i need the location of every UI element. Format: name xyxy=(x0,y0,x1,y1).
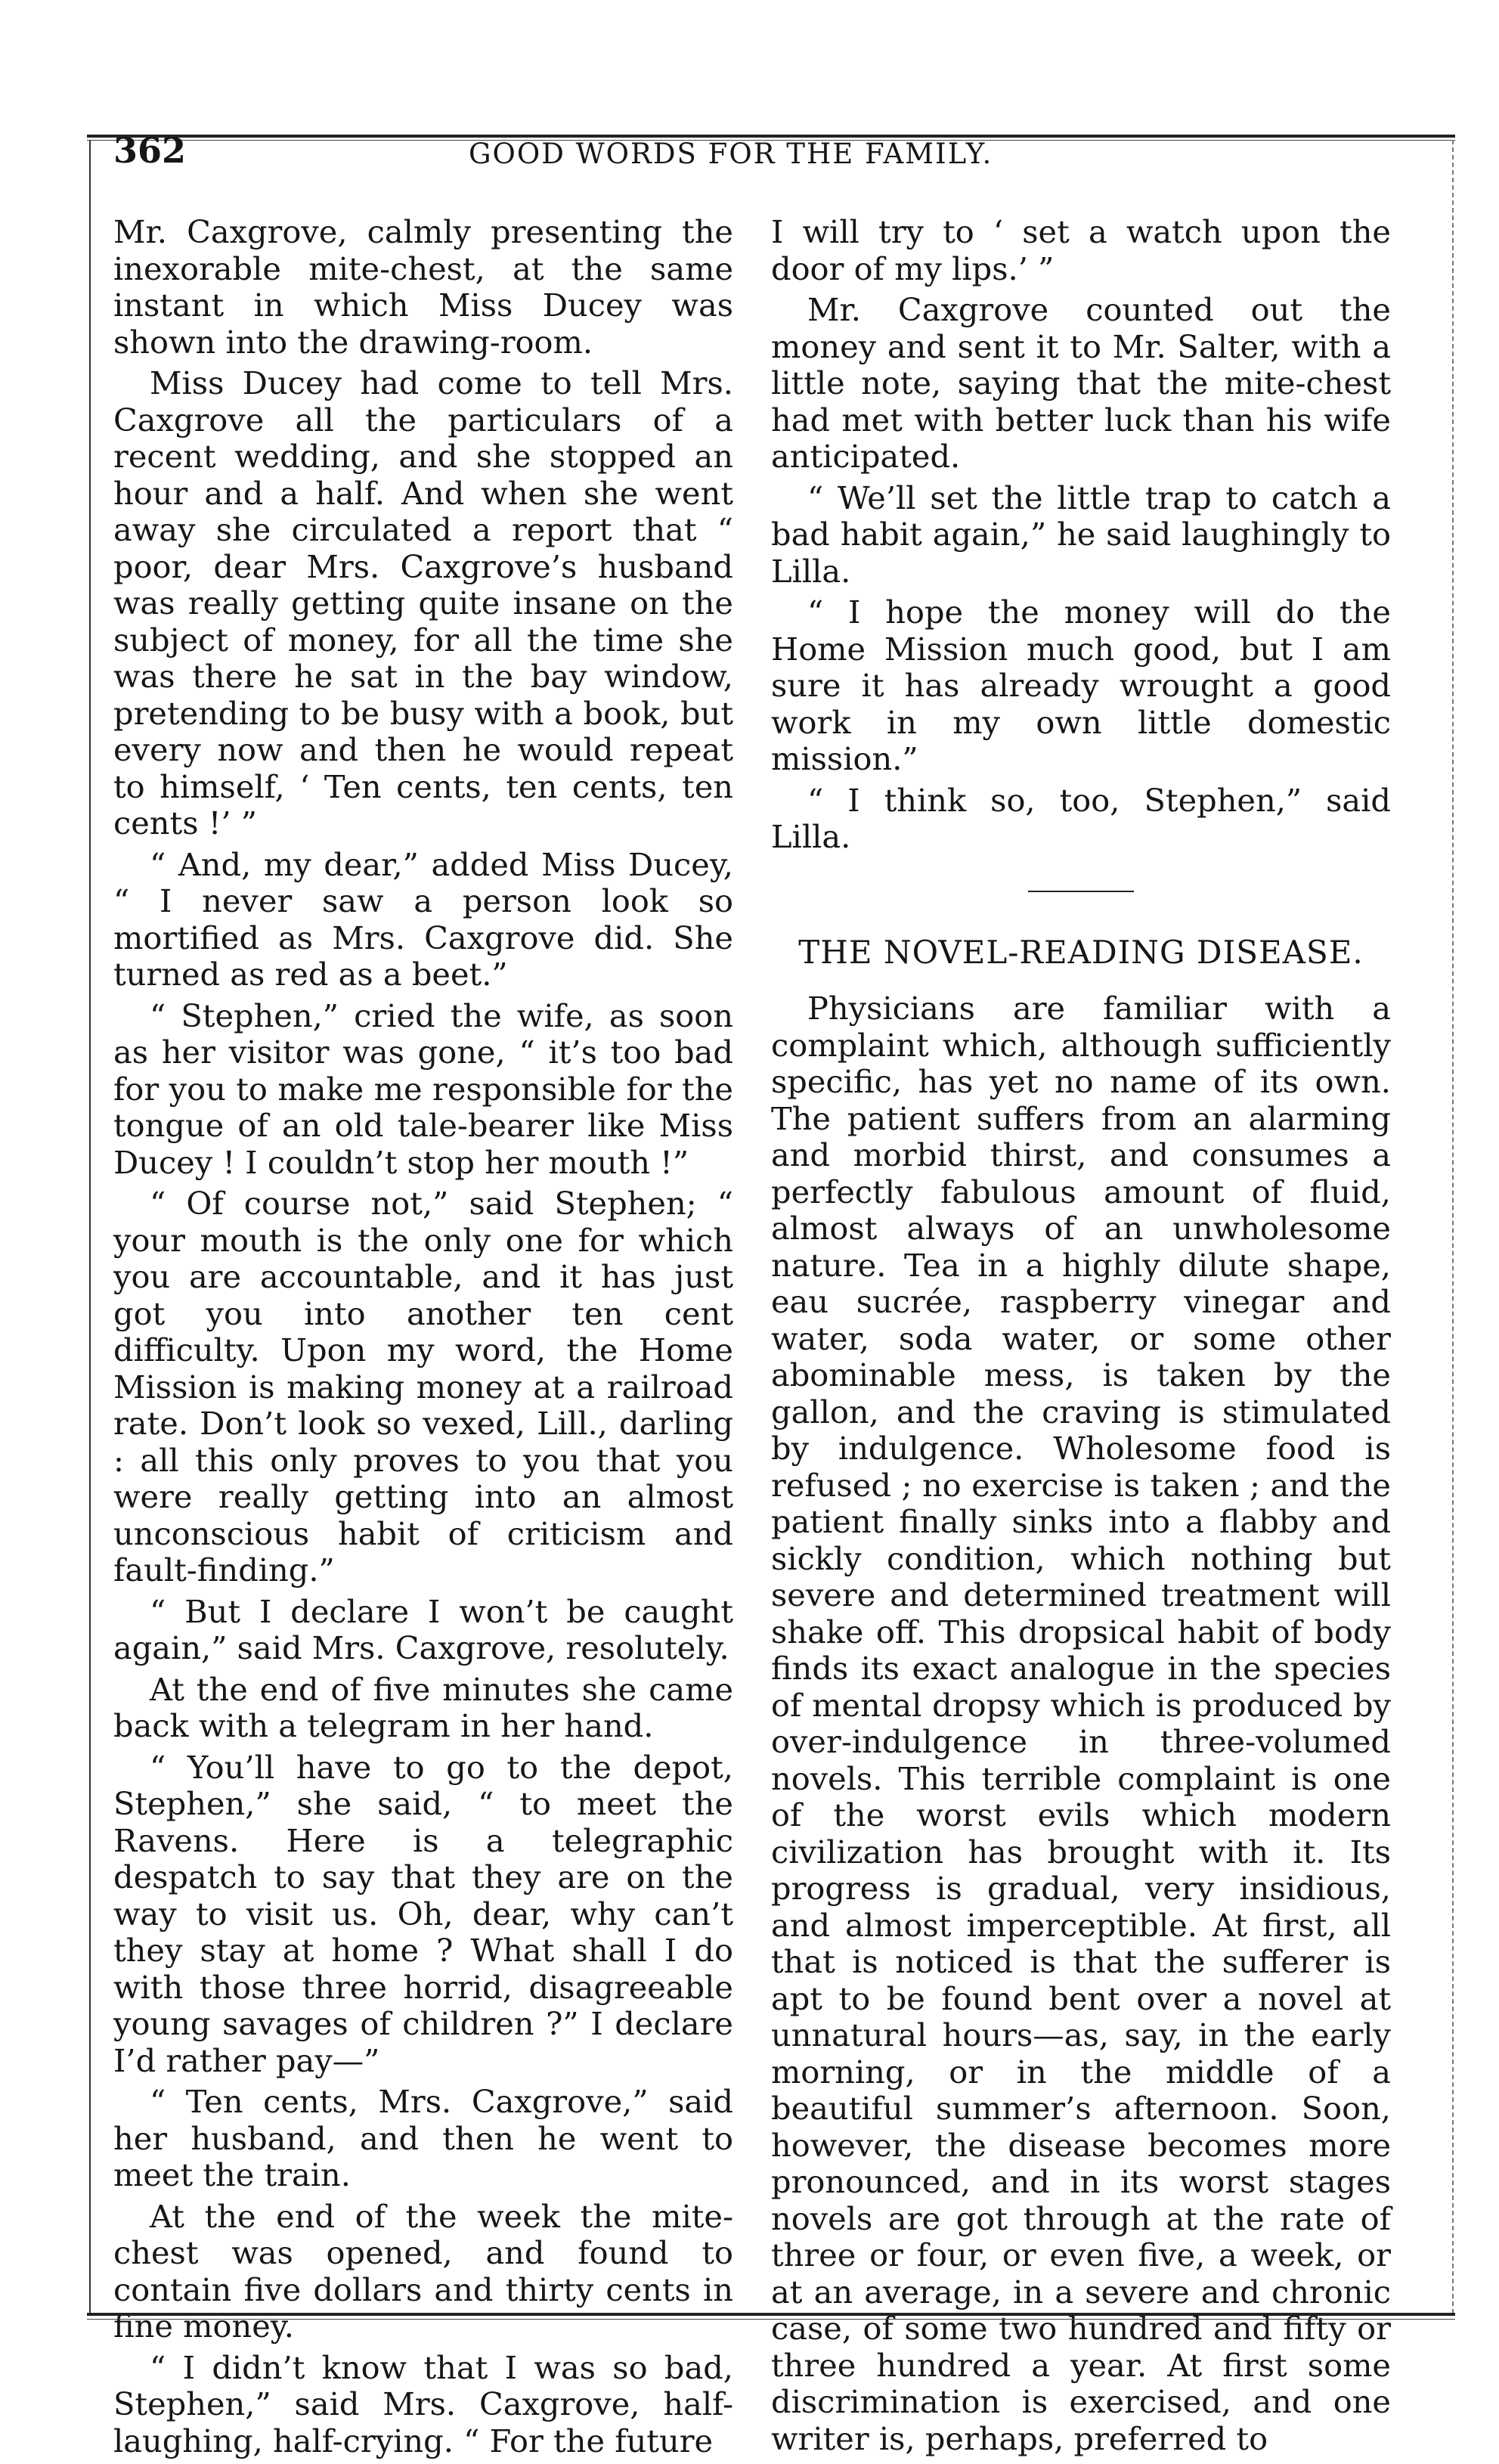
bottom-rule-thin xyxy=(87,2319,1455,2320)
paragraph: Miss Ducey had come to tell Mrs. Caxgrove all the particulars of a recent wedding, and she stopped an hour and a half. And when she went away she circulated a report that “ poor, dear Mrs. Caxgrove’s husband was really getting quite insane on the subject of money, for all the time she was there he sat in the bay window, pretending to be busy with a book, but every now and then he would repeat to himself, ‘ Ten cents, ten cents, ten cents !’ ” xyxy=(113,364,733,841)
paragraph: Mr. Caxgrove, calmly presenting the inexorable mite-chest, at the same instant in which Miss Ducey was shown into the drawing-room. xyxy=(113,213,733,361)
paragraph: “ And, my dear,” added Miss Ducey, “ I never saw a person look so mortified as Mrs. Caxgrove did. She turned as red as a beet.” xyxy=(113,845,733,993)
left-border xyxy=(89,140,91,2314)
paragraph: “ We’ll set the little trap to catch a bad habit again,” he said laughingly to Lilla. xyxy=(771,479,1391,590)
paragraph: “ I didn’t know that I was so bad, Stephen,” said Mrs. Caxgrove, half-laughing, half-crying. “ For the future xyxy=(113,2348,733,2459)
paragraph: “ You’ll have to go to the depot, Stephen,” she said, “ to meet the Ravens. Here is a telegraphic despatch to say that they are on the way to visit us. Oh, dear, why can’t they stay at home ? What shall I do with those three horrid, disagreeable young savages of children ?” I declare I’d rather pay—” xyxy=(113,1748,733,2079)
paragraph: At the end of the week the mite-chest was opened, and found to contain five dollars and thirty cents in fine money. xyxy=(113,2197,733,2345)
paragraph: “ Ten cents, Mrs. Caxgrove,” said her husband, and then he went to meet the train. xyxy=(113,2083,733,2193)
article-heading: THE NOVEL-READING DISEASE. xyxy=(798,933,1364,971)
running-head: GOOD WORDS FOR THE FAMILY. xyxy=(469,138,993,170)
right-border xyxy=(1452,140,1454,2314)
paragraph: “ Stephen,” cried the wife, as soon as her visitor was gone, “ it’s too bad for you to make me responsible for the tongue of an old tale-bearer like Miss Ducey ! I couldn’t stop her mouth !” xyxy=(113,996,733,1181)
paragraph: Mr. Caxgrove counted out the money and sent it to Mr. Salter, with a little note, saying that the mite-chest had met with better luck than his wife anticipated. xyxy=(771,291,1391,475)
paragraph: At the end of five minutes she came back with a telegram in her hand. xyxy=(113,1670,733,1744)
paragraph: I will try to ‘ set a watch upon the door of my lips.’ ” xyxy=(771,213,1391,287)
paragraph: “ I hope the money will do the Home Mission much good, but I am sure it has already wrought a good work in my own little domestic mission.” xyxy=(771,594,1391,777)
right-column xyxy=(771,214,1391,2462)
paragraph: “ Of course not,” said Stephen; “ your mouth is the only one for which you are accountable, and it has just got you into another ten cent difficulty. Upon my word, the Home Mission is making money at a railroad rate. Don’t look so vexed, Lill., darling : all this only proves to you that you were really getting into an almost unconscious habit of criticism and fault-finding.” xyxy=(113,1185,733,1588)
left-column xyxy=(113,214,733,2464)
section-divider xyxy=(1028,891,1134,892)
paragraph: “ But I declare I won’t be caught again,” said Mrs. Caxgrove, resolutely. xyxy=(113,1592,733,1666)
paragraph: Physicians are familiar with a complaint which, although sufficiently specific, has yet no name of its own. The patient suffers from an alarming and morbid thirst, and consumes a perfectly fabulous amount of fluid, almost always of an unwholesome nature. Tea in a highly dilute shape, eau sucrée, raspberry vinegar and water, soda water, or some other abominable mess, is taken by the gallon, and the craving is stimulated by indulgence. Wholesome food is refused ; no exercise is taken ; and the patient finally sinks into a flabby and sickly condition, which nothing but severe and determined treatment will shake off. This dropsical habit of body finds its exact analogue in the species of mental dropsy which is produced by over-indulgence in three-volumed novels. This terrible complaint is one of the worst evils which modern civilization has brought with it. Its progress is gradual, very insidious, and almost imperceptible. At first, all that is noticed is that the sufferer is apt to be found bent over a novel at unnatural hours—as, say, in the early morning, or in the middle of a beautiful summer’s afternoon. Soon, however, the disease becomes more pronounced, and in its worst stages novels are got through at the rate of three or four, or even five, a week, or at an average, in a severe and chronic case, of some two hundred and fifty or three hundred a year. At first some discrimination is exercised, and one writer is, perhaps, preferred to xyxy=(771,990,1391,2457)
paragraph: “ I think so, too, Stephen,” said Lilla. xyxy=(771,781,1391,855)
bottom-rule xyxy=(87,2313,1455,2316)
page-number: 362 xyxy=(113,130,187,171)
